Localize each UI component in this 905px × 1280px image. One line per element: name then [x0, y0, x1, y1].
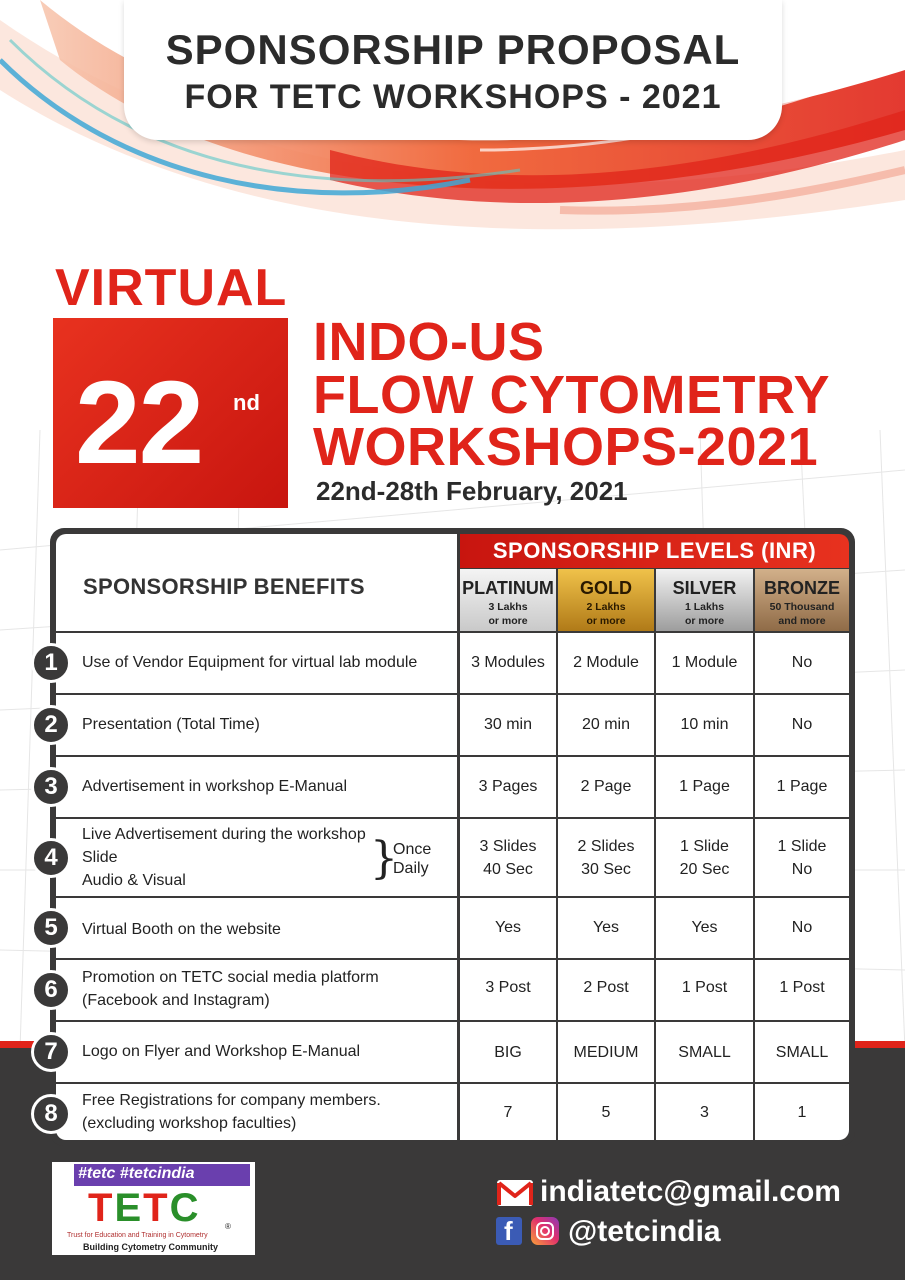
logo-wordmark	[88, 1188, 200, 1228]
facebook-glyph: f	[504, 1216, 513, 1246]
logo-letter: T	[88, 1186, 115, 1230]
value-cell	[656, 695, 753, 755]
tier-amount: 50 Thousand	[769, 601, 835, 613]
table-row-label	[56, 1084, 457, 1140]
value-text: 30 min	[483, 716, 533, 733]
value-text: 3	[700, 1104, 709, 1121]
value-text: Yes	[494, 919, 522, 936]
benefit-sublabel: (Facebook and Instagram)	[82, 992, 270, 1009]
headline-line-3: WORKSHOPS-2021	[313, 417, 819, 477]
benefit-label: Promotion on TETC social media platform	[82, 969, 379, 986]
value-text: 20 Sec	[679, 861, 730, 878]
logo-letter: T	[143, 1186, 170, 1230]
value-text: MEDIUM	[573, 1044, 639, 1061]
benefit-label: Advertisement in workshop E-Manual	[82, 778, 348, 795]
value-text: 1 Post	[779, 979, 825, 996]
value-text: 1 Slide	[777, 838, 827, 855]
benefit-sublabel: Audio & Visual	[82, 872, 186, 889]
title-line-1: SPONSORSHIP PROPOSAL	[165, 26, 741, 73]
tier-bronze	[755, 569, 849, 631]
edition-badge	[53, 318, 288, 508]
value-text: 3 Post	[485, 979, 531, 996]
value-cell	[460, 633, 556, 693]
tier-silver	[656, 569, 753, 631]
value-cell	[755, 898, 849, 958]
value-text: 1 Page	[776, 778, 828, 795]
row-number-badge: 6	[31, 970, 71, 1010]
tier-name: BRONZE	[764, 578, 840, 598]
value-text: 40 Sec	[483, 861, 533, 878]
value-text: 3 Pages	[478, 778, 538, 795]
value-text: BIG	[494, 1044, 522, 1061]
logo-letter: E	[114, 1186, 144, 1230]
contact-email[interactable]: indiatetc@gmail.com	[540, 1175, 841, 1208]
value-text: 2 Post	[583, 979, 629, 996]
headline-line-1: INDO-US	[313, 312, 545, 372]
edition-number: 22	[75, 357, 203, 489]
value-cell	[656, 1022, 753, 1082]
benefit-label: Logo on Flyer and Workshop E-Manual	[82, 1043, 361, 1060]
row-number-badge: 3	[31, 767, 71, 807]
hashtags: #tetc #tetcindia	[78, 1165, 195, 1182]
value-cell	[460, 695, 556, 755]
frequency-note-2: Daily	[393, 860, 429, 877]
social-handle[interactable]: @tetcindia	[568, 1215, 721, 1248]
value-cell	[656, 819, 753, 896]
value-cell	[656, 633, 753, 693]
value-text: 3 Slides	[479, 838, 537, 855]
registered-mark: ®	[225, 1222, 231, 1231]
tetc-logo	[52, 1162, 255, 1255]
value-cell	[656, 757, 753, 817]
value-text: 20 min	[581, 716, 631, 733]
tier-amount: 1 Lakhs	[684, 601, 725, 613]
brace-glyph: }	[370, 833, 398, 884]
tier-amount: 3 Lakhs	[488, 601, 528, 613]
value-text: No	[791, 716, 813, 733]
logo-letter: C	[169, 1186, 201, 1230]
value-text: 1 Module	[671, 654, 738, 671]
value-text: 2 Module	[573, 654, 639, 671]
frequency-note-1: Once	[393, 841, 432, 858]
value-text: 1 Page	[679, 778, 730, 795]
value-cell	[460, 1084, 556, 1140]
row-number-badge: 5	[31, 908, 71, 948]
row-number-badge: 7	[31, 1032, 71, 1072]
table-row-label	[56, 633, 457, 693]
table-row-label	[56, 898, 457, 958]
row-number-badge: 1	[31, 643, 71, 683]
row-number-badge: 4	[31, 838, 71, 878]
benefit-sublabel: Slide	[82, 849, 118, 866]
benefits-header-label: SPONSORSHIP BENEFITS	[83, 574, 365, 599]
table-row-label	[56, 695, 457, 755]
table-row-label	[56, 1022, 457, 1082]
value-cell	[656, 1084, 753, 1140]
value-cell	[755, 1084, 849, 1140]
value-text: 1	[797, 1104, 807, 1121]
tier-platinum	[460, 569, 556, 631]
value-text: No	[791, 861, 813, 878]
value-cell	[558, 1022, 654, 1082]
value-cell	[755, 819, 849, 896]
benefit-label: Free Registrations for company members.	[82, 1092, 381, 1109]
value-text: 7	[503, 1104, 513, 1121]
value-text: SMALL	[775, 1044, 829, 1061]
value-text: 3 Modules	[471, 654, 545, 671]
value-cell	[558, 757, 654, 817]
tier-name: GOLD	[580, 578, 632, 598]
value-cell	[558, 898, 654, 958]
virtual-label: VIRTUAL	[55, 259, 288, 317]
tier-amount-note: and more	[778, 615, 826, 627]
value-cell	[460, 898, 556, 958]
value-cell	[558, 960, 654, 1020]
row-number-badge: 2	[31, 705, 71, 745]
table-row-label	[56, 819, 457, 896]
value-cell	[558, 633, 654, 693]
row-number-badge: 8	[31, 1094, 71, 1134]
value-text: No	[791, 919, 813, 936]
value-text: 2 Page	[580, 778, 632, 795]
benefit-sublabel: (excluding workshop faculties)	[82, 1115, 297, 1132]
value-cell	[460, 960, 556, 1020]
instagram-icon[interactable]	[531, 1217, 559, 1245]
value-text: Yes	[592, 919, 620, 936]
benefit-label: Virtual Booth on the website	[82, 921, 281, 938]
value-text: 5	[601, 1104, 611, 1121]
value-text: 1 Post	[681, 979, 728, 996]
value-text: Yes	[691, 919, 718, 936]
title-card	[124, 0, 782, 140]
edition-suffix: nd	[233, 390, 260, 415]
value-cell	[558, 1084, 654, 1140]
tier-gold	[558, 569, 654, 631]
value-cell	[460, 819, 556, 896]
value-text: No	[791, 654, 813, 671]
event-dates: 22nd-28th February, 2021	[316, 476, 628, 506]
value-cell	[755, 695, 849, 755]
tier-amount: 2 Lakhs	[586, 601, 626, 613]
levels-header: SPONSORSHIP LEVELS (INR)	[460, 534, 849, 568]
value-cell	[755, 1022, 849, 1082]
mail-icon	[496, 1179, 534, 1207]
value-text: 1 Slide	[680, 838, 729, 855]
value-cell	[558, 819, 654, 896]
table-row-label	[56, 960, 457, 1020]
headline-line-2: FLOW CYTOMETRY	[313, 365, 830, 425]
tagline: Building Cytometry Community	[83, 1242, 219, 1252]
tier-amount-note: or more	[684, 615, 725, 627]
value-cell	[656, 960, 753, 1020]
value-text: 10 min	[680, 716, 729, 733]
value-text: 30 Sec	[581, 861, 631, 878]
value-cell	[755, 633, 849, 693]
value-cell	[558, 695, 654, 755]
value-text: 2 Slides	[577, 838, 635, 855]
sponsorship-table	[50, 528, 855, 1146]
trust-line: Trust for Education and Training in Cytometry	[67, 1232, 208, 1239]
value-cell	[460, 1022, 556, 1082]
value-cell	[460, 757, 556, 817]
benefits-header	[56, 534, 457, 631]
facebook-icon[interactable]	[496, 1217, 522, 1245]
tier-name: PLATINUM	[462, 578, 554, 598]
value-text: SMALL	[678, 1044, 731, 1061]
tier-amount-note: or more	[586, 615, 626, 627]
tier-amount-note: or more	[488, 615, 528, 627]
benefit-label: Use of Vendor Equipment for virtual lab module	[82, 654, 418, 671]
frequency-note	[393, 840, 431, 878]
value-cell	[755, 960, 849, 1020]
tier-name: SILVER	[672, 578, 737, 598]
value-cell	[755, 757, 849, 817]
benefit-label: Presentation (Total Time)	[82, 716, 260, 733]
title-line-2: FOR TETC WORKSHOPS - 2021	[184, 78, 722, 116]
table-row-label	[56, 757, 457, 817]
value-cell	[656, 898, 753, 958]
benefit-label: Live Advertisement during the workshop	[82, 826, 366, 843]
